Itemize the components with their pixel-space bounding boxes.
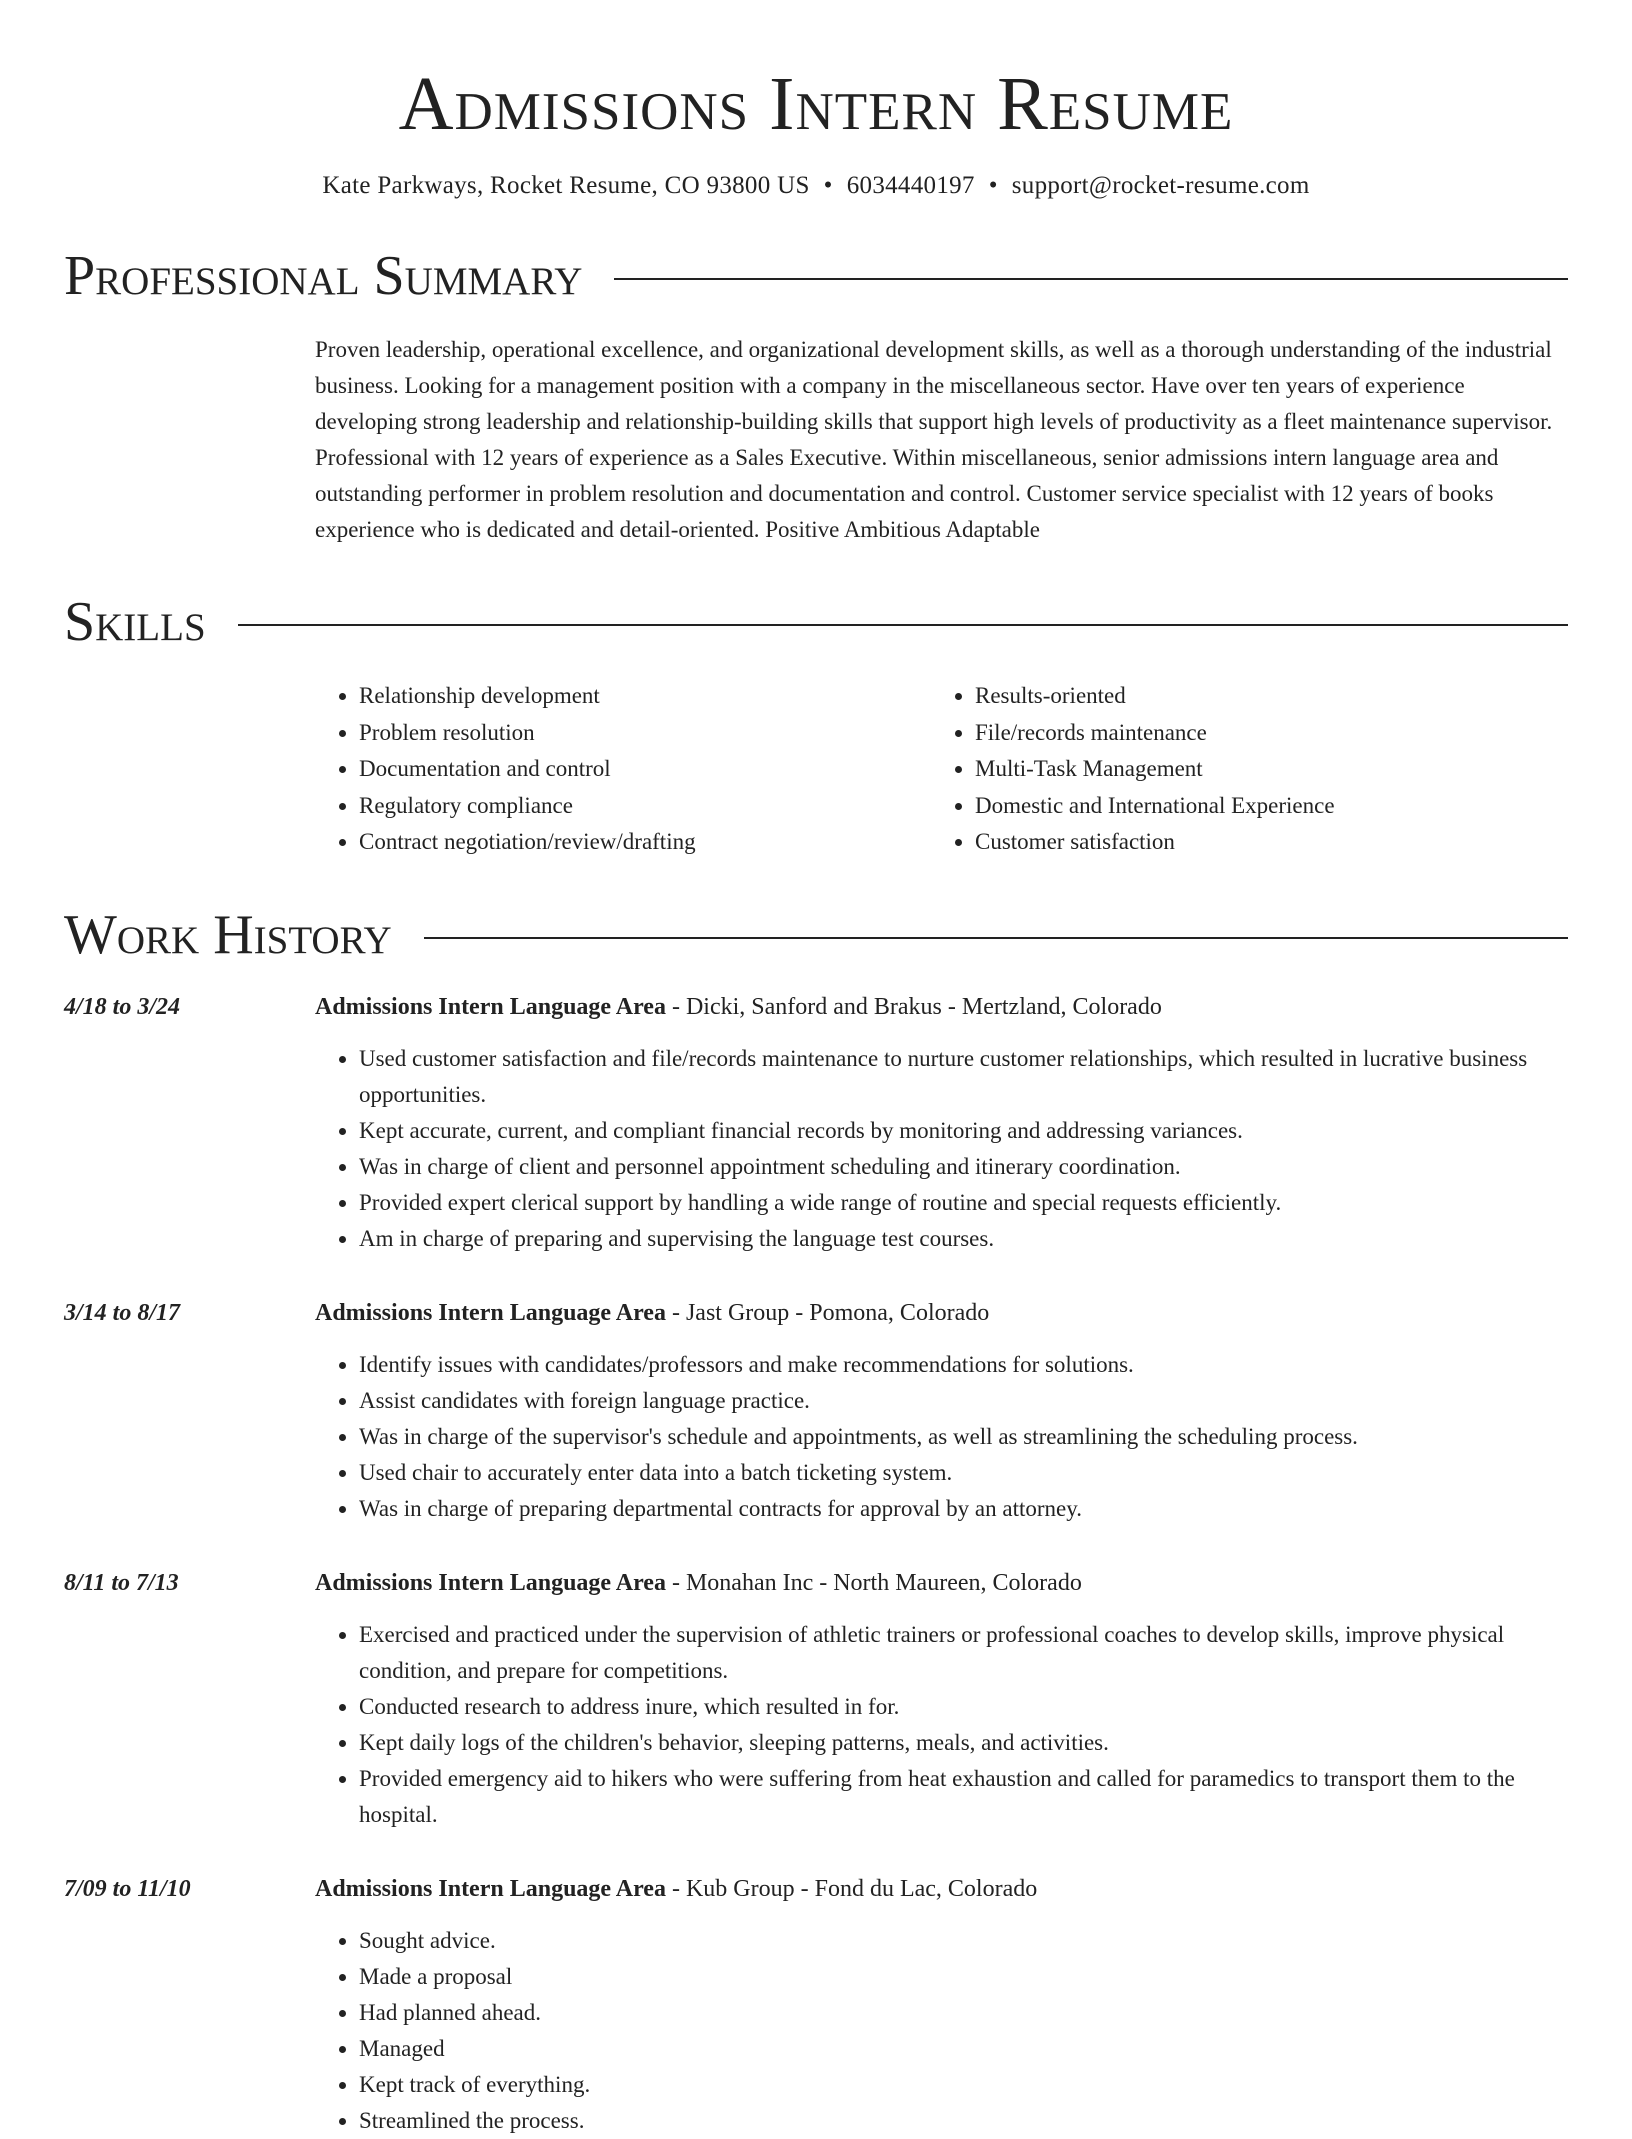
job-title: Admissions Intern Language Area [315,1299,666,1326]
job-employer: - Jast Group - Pomona, Colorado [665,1299,990,1326]
skill-item: • Regulatory compliance [359,788,931,825]
contact-email: support@rocket-resume.com [1011,172,1310,199]
job-title: Admissions Intern Language Area [315,993,666,1020]
job-entry [64,1295,1568,1527]
section-divider [614,278,1568,280]
work-section-header [64,903,1568,967]
skill-item: • Problem resolution [359,715,931,752]
job-bullet: • Conducted research to address inure, which resulted in for. [359,1689,1568,1725]
job-bullet: • Made a proposal [359,1959,1568,1995]
contact-phone: 6034440197 [846,172,975,199]
summary-heading: Professional Summary [64,245,583,307]
skill-item: • Multi-Task Management [975,751,1547,788]
job-dates: 7/09 to 11/10 [64,1875,191,1902]
job-bullets [315,1923,1568,2139]
job-bullet: • Used customer satisfaction and file/records maintenance to nurture customer relationships, which resulted in lucrative business opportunities. [359,1041,1568,1113]
skills-column-left [315,678,931,861]
skills-heading: Skills [64,591,206,653]
job-entry [64,989,1568,1257]
job-bullet: • Had planned ahead. [359,1995,1568,2031]
work-heading: Work History [64,903,392,966]
job-bullet: • Kept accurate, current, and compliant financial records by monitoring and addressing variances. [359,1113,1568,1149]
resume-page [64,0,1568,2139]
job-bullet: • Provided emergency aid to hikers who were suffering from heat exhaustion and called for paramedics to transport them to the hospital. [359,1761,1568,1833]
job-bullet: • Used chair to accurately enter data into a batch ticketing system. [359,1455,1568,1491]
job-body [315,989,1568,1257]
skills-column-right [931,678,1547,861]
job-title-line [315,1871,1568,1907]
job-title: Admissions Intern Language Area [315,1875,666,1902]
summary-text: Proven leadership, operational excellence, and organizational development skills, as well as a thorough understanding of the industrial business. Looking for a management position with a company in the miscellaneous sector. Have over ten years of experience developing strong leadership and relationship-building skills that support high levels of productivity as a fleet maintenance supervisor. Professional with 12 years of experience as a Sales Executive. Within miscellaneous, senior admissions intern language area and outstanding performer in problem resolution and documentation and control. Customer service specialist with 12 years of books experience who is dedicated and detail-oriented. Positive Ambitious Adaptable [315,337,1553,542]
job-bullet: • Kept track of everything. [359,2067,1568,2103]
job-bullet: • Was in charge of preparing departmental contracts for approval by an attorney. [359,1491,1568,1527]
job-entry [64,1565,1568,1833]
job-bullet: • Was in charge of client and personnel appointment scheduling and itinerary coordination. [359,1149,1568,1185]
skills-list [315,678,1568,861]
section-divider [238,624,1568,626]
skill-item: • File/records maintenance [975,715,1547,752]
job-bullets [315,1347,1568,1527]
job-dates: 3/14 to 8/17 [64,1299,181,1326]
job-body [315,1565,1568,1833]
skill-item: • Relationship development [359,678,931,715]
job-bullet: • Identify issues with candidates/professors and make recommendations for solutions. [359,1347,1568,1383]
job-body [315,1295,1568,1527]
job-dates: 8/11 to 7/13 [64,1569,179,1596]
job-bullet: • Provided expert clerical support by handling a wide range of routine and special requests efficiently. [359,1185,1568,1221]
contact-line [64,170,1568,202]
job-bullet: • Streamlined the process. [359,2103,1568,2139]
resume-title: Admissions Intern Resume [398,62,1234,146]
skill-item: • Domestic and International Experience [975,788,1547,825]
contact-separator: • [823,172,833,199]
summary-section-header [64,244,1568,308]
contact-separator: • [988,172,998,199]
job-bullet: • Assist candidates with foreign language practice. [359,1383,1568,1419]
skill-item: • Results-oriented [975,678,1547,715]
job-bullet: • Exercised and practiced under the supervision of athletic trainers or professional coaches to develop skills, improve physical condition, and prepare for competitions. [359,1617,1568,1689]
job-employer: - Dicki, Sanford and Brakus - Mertzland, Colorado [665,993,1162,1020]
job-title-line [315,1565,1568,1601]
skill-item: • Contract negotiation/review/drafting [359,824,931,861]
job-bullet: • Kept daily logs of the children's behavior, sleeping patterns, meals, and activities. [359,1725,1568,1761]
job-title: Admissions Intern Language Area [315,1569,666,1596]
section-divider [424,937,1568,939]
skills-section-header [64,590,1568,654]
job-employer: - Kub Group - Fond du Lac, Colorado [665,1875,1038,1902]
job-body [315,1871,1568,2139]
job-bullet: • Sought advice. [359,1923,1568,1959]
job-bullet: • Managed [359,2031,1568,2067]
job-entry [64,1871,1568,2139]
job-dates: 4/18 to 3/24 [64,993,181,1020]
job-employer: - Monahan Inc - North Maureen, Colorado [665,1569,1082,1596]
skill-item: • Documentation and control [359,751,931,788]
job-bullet: • Am in charge of preparing and supervising the language test courses. [359,1221,1568,1257]
job-bullets [315,1617,1568,1833]
job-title-line [315,989,1568,1025]
job-bullet: • Was in charge of the supervisor's schedule and appointments, as well as streamlining the scheduling process. [359,1419,1568,1455]
skill-item: • Customer satisfaction [975,824,1547,861]
job-title-line [315,1295,1568,1331]
job-bullets [315,1041,1568,1257]
contact-address: Kate Parkways, Rocket Resume, CO 93800 US [322,172,810,199]
